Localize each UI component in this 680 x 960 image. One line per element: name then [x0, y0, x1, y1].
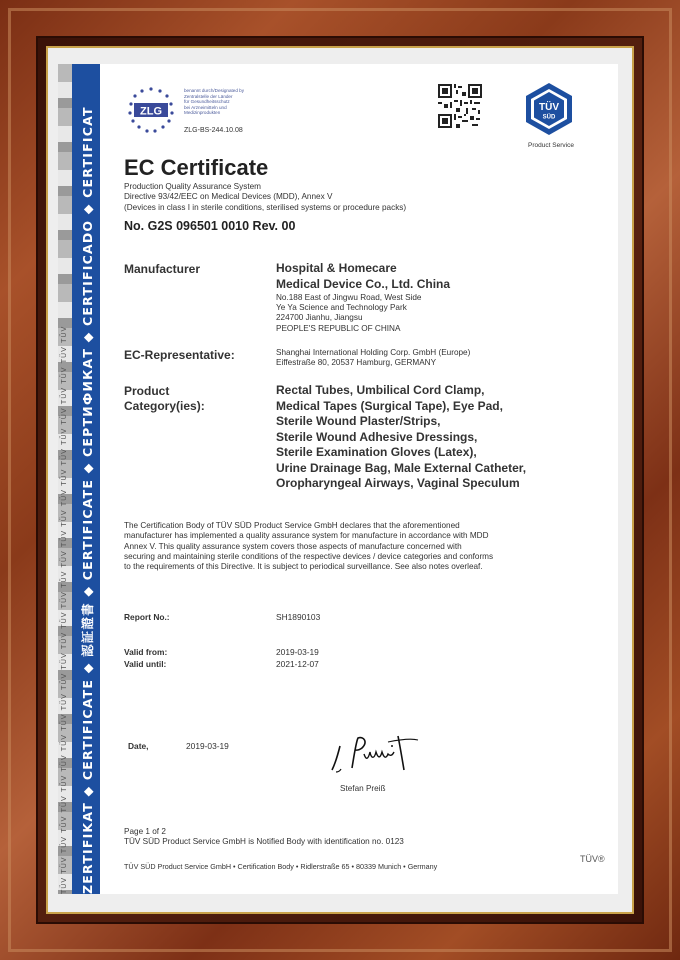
report-value: SH1890103: [276, 612, 321, 622]
sud-logo-text: SÜD: [542, 114, 556, 121]
address-line: No.188 East of Jingwu Road, West Side: [276, 293, 422, 302]
certificate-paper: [58, 64, 618, 894]
valid-from-value: 2019-03-19: [276, 647, 319, 657]
tuv-caption: Product Service: [528, 142, 574, 149]
ec-rep-value: [276, 348, 470, 368]
zlg-star-ring-icon: [122, 86, 180, 134]
product-categories: [276, 383, 526, 492]
zlg-line: bei Arzneimitteln und: [184, 104, 227, 110]
product-label-line: Category(ies):: [124, 399, 205, 413]
zlg-line: für Gesundheitsschutz: [184, 99, 230, 105]
hologram-text: TÜV TÜV TÜV TÜV TÜV TÜV TÜV TÜV TÜV TÜV TÜV TÜV TÜV TÜV TÜV TÜV TÜV TÜV TÜV TÜV TÜV TÜV TÜV TÜV TÜV TÜV TÜV TÜV: [60, 325, 68, 894]
product-line: Sterile Wound Adhesive Dressings,: [276, 429, 478, 444]
zlg-description: [184, 88, 274, 116]
product-line: Sterile Examination Gloves (Latex),: [276, 445, 477, 459]
zlg-line: Medizinprodukten: [184, 110, 221, 116]
product-label-line: Product: [124, 384, 170, 398]
address-line: 224700 Jianhu, Jiangsu: [276, 313, 363, 323]
declaration-line: The Certification Body of TÜV SÜD Product Service GmbH declares that the aforementioned: [124, 521, 460, 530]
footer-address: TÜV SÜD Product Service GmbH • Certification Body • Ridlerstraße 65 • 80339 Munich • Germany: [124, 862, 438, 871]
manufacturer-name-line: Hospital & Homecare: [276, 261, 397, 275]
product-line: Oropharyngeal Airways, Vaginal Speculum: [276, 476, 520, 490]
tuv-logo-text: TÜV: [539, 102, 559, 113]
manufacturer-name: [276, 261, 450, 292]
product-line: Rectal Tubes, Umbilical Cord Clamp,: [276, 383, 485, 397]
zlg-line: Zentralstelle der Länder: [184, 93, 233, 99]
notified-body-line: TÜV SÜD Product Service GmbH is Notified Body with identification no. 0123: [124, 837, 404, 847]
footer-notes: [124, 827, 404, 848]
signer-name: Stefan Preiß: [340, 784, 386, 793]
valid-until-value: 2021-12-07: [276, 659, 319, 669]
address-line: Ye Ya Science and Technology Park: [276, 303, 407, 313]
manufacturer-name-line: Medical Device Co., Ltd. China: [276, 276, 451, 291]
address-line: PEOPLE'S REPUBLIC OF CHINA: [276, 323, 401, 333]
ec-rep-line: Eiffestraße 80, 20537 Hamburg, GERMANY: [276, 358, 437, 368]
declaration-line: to the requirements of this Directive. It is subject to periodical surveillance. See also notes overleaf.: [124, 562, 483, 572]
zlg-logo: [122, 86, 272, 136]
certificate-subtitle: [124, 182, 524, 213]
declaration-paragraph: [124, 521, 574, 572]
certificate-title: EC Certificate: [124, 155, 269, 180]
declaration-line: securing and maintaining sterile conditions of the respective devices / device categories and conforms: [124, 551, 494, 561]
side-band-text: ZERTIFIKAT ◆ CERTIFICATE ◆ 認証證書 ◆ CERTIFICATE ◆ СЕРТИФИКАТ ◆ CERTIFICADO ◆ CERTIFICAT: [80, 106, 95, 894]
manufacturer-label: Manufacturer: [124, 262, 201, 276]
product-line: Sterile Wound Plaster/Strips,: [276, 414, 441, 428]
footer-tuv-mark: TÜV®: [580, 854, 605, 864]
tuv-sud-logo-icon: [522, 82, 576, 136]
zlg-line: benannt durch/Designated by: [184, 88, 245, 93]
qr-code-icon: [438, 84, 482, 128]
ec-rep-line: Shanghai International Holding Corp. GmbH (Europe): [276, 348, 471, 357]
product-line: Urine Drainage Bag, Male External Catheter,: [276, 460, 527, 475]
valid-from-label: Valid from:: [124, 647, 168, 657]
page-indicator: Page 1 of 2: [124, 827, 166, 836]
product-line: Medical Tapes (Surgical Tape), Eye Pad,: [276, 398, 503, 413]
subtitle-line: Production Quality Assurance System: [124, 182, 261, 191]
subtitle-line: (Devices in class I in sterile conditions, sterilised systems or procedure packs): [124, 202, 407, 212]
valid-until-label: Valid until:: [124, 659, 167, 669]
declaration-line: manufacturer has implemented a quality assurance system for manufacture in accordance with MDD: [124, 531, 489, 541]
svg-text:ZLG: ZLG: [140, 105, 162, 118]
manufacturer-address: [276, 293, 421, 334]
report-label: Report No.:: [124, 612, 170, 622]
subtitle-line: Directive 93/42/EEC on Medical Devices (MDD), Annex V: [124, 192, 333, 202]
hologram-strip: [58, 64, 72, 894]
signature-image: [328, 732, 428, 776]
date-label: Date,: [128, 741, 149, 751]
product-label: [124, 384, 205, 414]
certificate-number: No. G2S 096501 0010 Rev. 00: [124, 219, 296, 233]
side-band: [58, 64, 100, 894]
declaration-line: Annex V. This quality assurance system covers those aspects of manufacture concerned with: [124, 541, 462, 551]
zlg-number: ZLG-BS-244.10.08: [184, 127, 243, 134]
date-value: 2019-03-19: [186, 741, 229, 751]
ec-rep-label: EC-Representative:: [124, 348, 235, 362]
